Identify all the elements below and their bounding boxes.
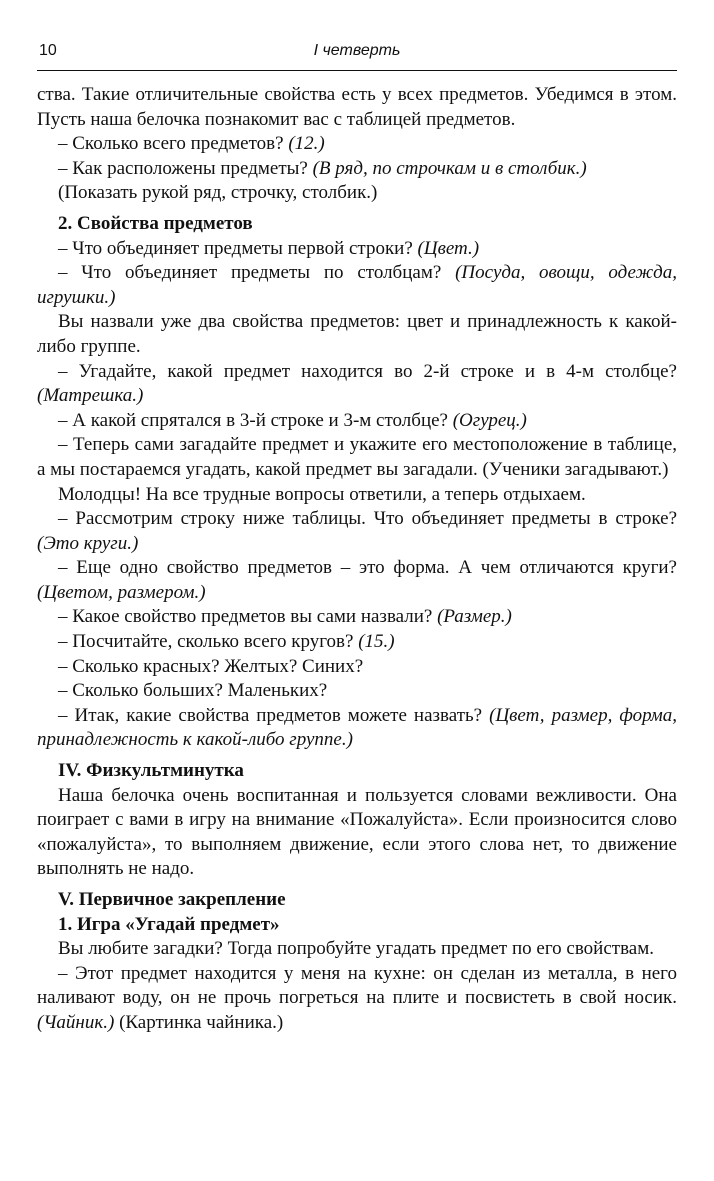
answer-text: (Огурец.) xyxy=(452,409,527,431)
answer-text: (Цветом, размером.) xyxy=(37,581,206,603)
page-number: 10 xyxy=(39,42,57,59)
dialogue-line xyxy=(37,261,677,310)
question-text: – Итак, какие свойства предметов можете назвать? xyxy=(58,704,490,726)
note-text: (Картинка чайника.) xyxy=(114,1011,284,1033)
dialogue-line xyxy=(37,630,677,655)
question-text: – Рассмотрим строку ниже таблицы. Что объединяет предметы в строке? xyxy=(58,508,677,530)
subsection-heading: 1. Игра «Угадай предмет» xyxy=(58,913,280,935)
answer-text: (Посуда, овощи, одежда, игрушки.) xyxy=(37,262,677,308)
question-text: – Какое свойство предметов вы сами назвали? xyxy=(58,606,438,628)
section-heading: IV. Физкультминутка xyxy=(58,760,244,782)
dialogue-line xyxy=(37,360,677,409)
dialogue-line xyxy=(37,132,677,157)
dialogue-line xyxy=(37,962,677,1036)
paragraph: – Сколько красных? Желтых? Синих? xyxy=(58,655,364,677)
answer-text: (Размер.) xyxy=(437,606,512,628)
question-text: – Еще одно свойство предметов – это форма. А чем отличаются круги? xyxy=(58,557,677,579)
answer-text: (15.) xyxy=(358,631,395,653)
answer-text: (Цвет, размер, форма, принадлежность к какой-либо группе.) xyxy=(37,704,678,751)
answer-text: (В ряд, по строчкам и в столбик.) xyxy=(312,157,587,179)
dialogue-line xyxy=(37,157,677,182)
paragraph: ства. Такие отличительные свойства есть у всех предметов. Убедимся в этом. Пусть наша белочка познакомит вас с таблицей предметов. xyxy=(37,84,677,130)
dialogue-line xyxy=(37,704,677,753)
dialogue-line xyxy=(37,409,677,434)
page-header xyxy=(37,34,677,71)
dialogue-line xyxy=(37,507,677,556)
question-text: – Посчитайте, сколько всего кругов? xyxy=(58,631,359,653)
dialogue-line xyxy=(37,556,677,605)
question-text: – Что объединяет предметы первой строки? xyxy=(58,237,418,259)
paragraph: – Теперь сами загадайте предмет и укажите его местоположение в таблице, а мы постараемся угадать, какой предмет вы загадали. (Ученики загадывают.) xyxy=(37,434,677,480)
question-text: – Этот предмет находится у меня на кухне: он сделан из металла, в него наливают воду, он не прочь погреться на плите и посвистеть в свой носик. xyxy=(37,962,677,1009)
paragraph: Молодцы! На все трудные вопросы ответили, а теперь отдыхаем. xyxy=(58,483,586,505)
question-text: – Как расположены предметы? xyxy=(58,157,313,179)
paragraph: Вы любите загадки? Тогда попробуйте угадать предмет по его свойствам. xyxy=(58,938,655,960)
paragraph: (Показать рукой ряд, строчку, столбик.) xyxy=(58,182,378,204)
paragraph: Наша белочка очень воспитанная и пользуется словами вежливости. Она поиграет с вами в игру на внимание «Пожалуйста». Если произносится слово «пожалуйста», то выполняем движение, если этого слова нет, то движение выполнять не надо. xyxy=(37,784,677,880)
answer-text: (Матрешка.) xyxy=(37,385,144,407)
answer-text: (Цвет.) xyxy=(417,237,480,259)
paragraph: Вы назвали уже два свойства предметов: цвет и принадлежность к какой-либо группе. xyxy=(37,311,677,357)
section-heading: 2. Свойства предметов xyxy=(58,212,253,234)
answer-text: (12.) xyxy=(288,133,325,155)
running-title: I четверть xyxy=(313,42,401,59)
dialogue-line xyxy=(37,237,677,262)
paragraph: – Сколько больших? Маленьких? xyxy=(58,680,328,702)
question-text: – Что объединяет предметы по столбцам? xyxy=(58,262,456,284)
dialogue-line xyxy=(37,605,677,630)
page-body xyxy=(37,83,677,1036)
question-text: – А какой спрятался в 3-й строке и 3-м столбце? xyxy=(58,409,453,431)
question-text: – Угадайте, какой предмет находится во 2-й строке и в 4-м столбце? xyxy=(58,360,677,382)
answer-text: (Чайник.) xyxy=(37,1011,115,1033)
section-heading: V. Первичное закрепление xyxy=(58,889,286,910)
question-text: – Сколько всего предметов? xyxy=(58,133,289,155)
answer-text: (Это круги.) xyxy=(37,532,139,554)
